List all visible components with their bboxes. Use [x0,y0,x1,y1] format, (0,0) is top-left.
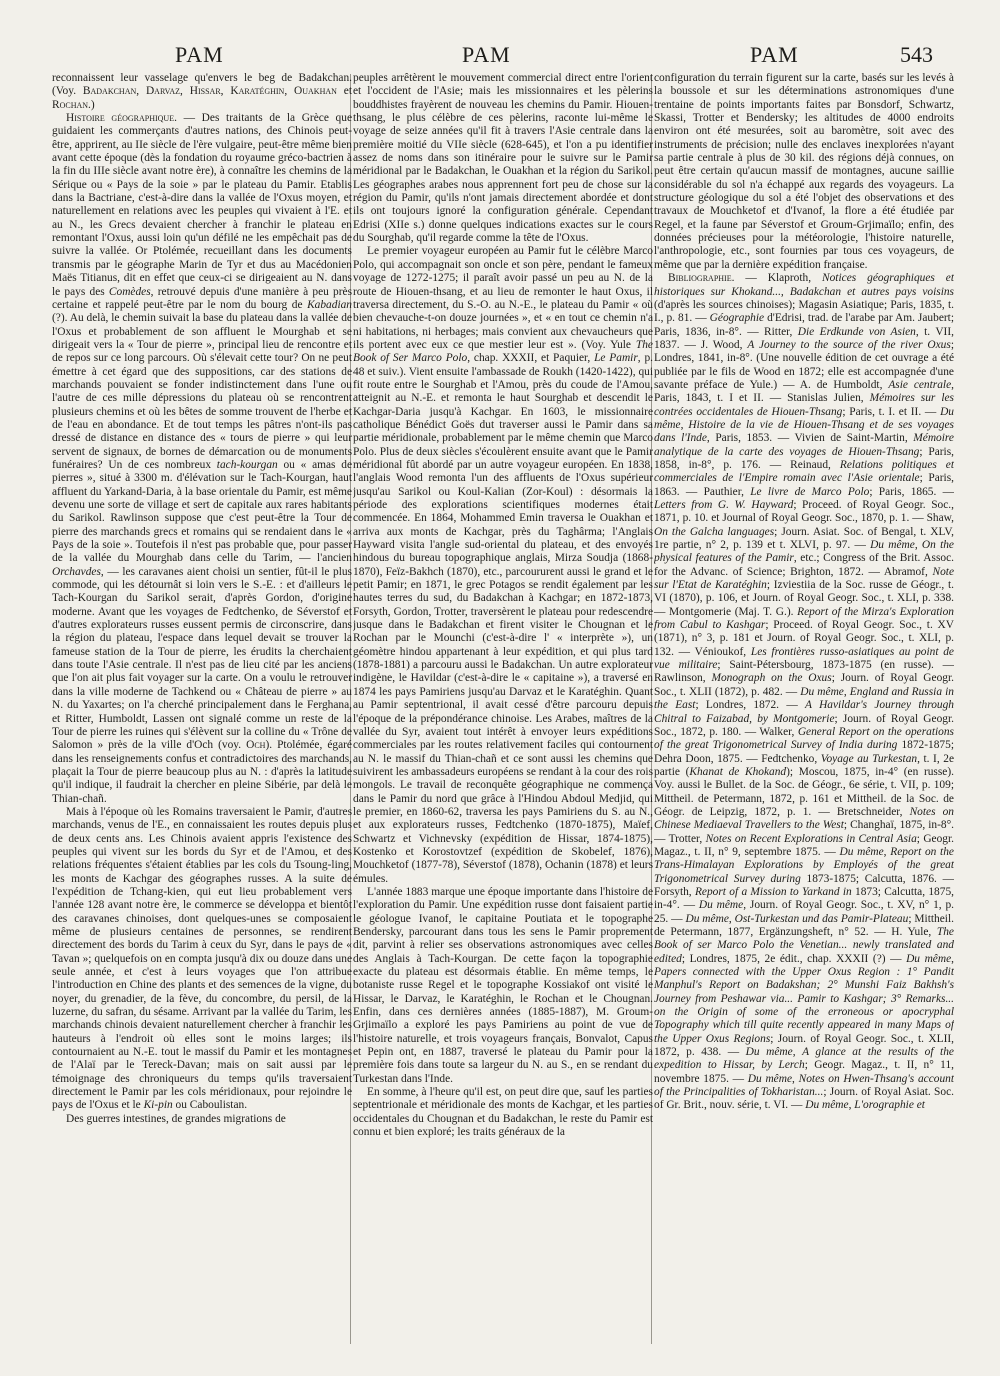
small-caps-run: Rochan [52,98,89,111]
italic-run: Ki-pin [143,1099,173,1112]
italic-run: tach-kourgan [216,458,278,471]
text-run: Des guerres intestines, de grandes migrations de [66,1112,286,1125]
italic-run: Du même [685,912,729,925]
text-column-1 [52,72,352,1352]
text-run: 1873; Calcutta, 1875, in-4°. — [654,885,954,912]
italic-run: Le Pamir [594,352,638,365]
text-run: ; Journ. of Royal Asiat. Soc. of Gr. Brit., nouv. série, t. VI. — [654,1086,954,1112]
italic-run: Notes on Hwen-Thsang's account of the Principalities of Tokharistan... [654,1072,954,1099]
text-run: , Paris, 1843, t. I et II. — Stanislas Julien, [654,378,954,405]
italic-run: Note sur l'Etat de Karatéghin [654,565,954,592]
page-number: 543 [900,42,933,67]
italic-run: England and Russia in the East [654,685,954,712]
italic-run: On the Galcha languages [654,525,775,538]
italic-run: Papers connected with the Upper Oxus Region : 1° Pandit Manphul's Report on Badakshan; 2° Munshi Faiz Bakhsh's Journey from Peshawar via... Pamir to Kashgar; 3° Remarks... on the Origin of some of the erroneous or apocryphal Topography which till quite recently appeared in many Maps of the Upper Oxus Regions [654,966,954,1045]
text-run: ; Londres, 1875, 2e édit., chap. XXXII (?) — [681,952,907,965]
italic-run: A Journey to the source of the river Oxus [747,338,951,351]
text-run: et [336,85,352,98]
italic-run: The Book of ser Marco Polo the Venetian... newly translated and edited [654,926,954,965]
italic-run: Notices géographiques et historiques sur Khokand..., Badakchan et autres pays voisins [654,272,954,298]
text-run: ; Proceed. of Royal Geogr. Soc., 1871, p. 10. et Journal of Royal Geogr. Soc., 1870, p. 1. — Shaw, [654,499,954,525]
italic-run: Du même [805,1099,849,1112]
italic-run: Khanat de Khokand [689,765,787,778]
text-run: ; Paris, 1863. — Pauthier, [654,472,954,498]
text-run: , — les caravanes aient choisi un sentier, fût-il le plus commode, qui les détournât si loin vers le S.-E. : et d'ailleurs le Tach-Kourgan du Sarikol serait, d'après Gordon, d'origine moderne. Avant que les voyages de Fedtchenko, de Séverstof et d'autres explorateurs russes eussent permis de circonscrire, dans la région du plateau, l'espace dans lequel devait se trouver la fameuse station de la Tour de pierre, les érudits la cherchaient dans toute l'Asie centrale. Il n'est pas de lieu cité par les anciens que l'on ait plus fait voyager sur la carte. On a voulu le retrouver dans la ville moderne de Tachkend ou « Château de pierre » au N. du Yaxartes; on l'a cherché principalement dans le Ferghana, et Ritter, Humboldt, Lassen ont signalé comme un reste de la Tour de pierre les ruines qui s'élèvent sur la colline du « Trône de Salomon » près de la ville d'Och (voy. [52,565,352,752]
italic-run: A glance at the results of the expedition to Hissar, by Lerch [654,1046,954,1072]
italic-run: Die Erdkunde von Asien [797,325,916,338]
text-run: (?). Au delà, le chemin suivait la base du plateau dans la vallée de l'Oxus et probablement de son affluent le Mourghab et se dirigeait vers la « Tour de pierre », principal lieu de rencontre et de repos sur ce long parcours. Où s'élevait cette tour? On ne peut émettre à cet égard que des suppositions, car des stations de marchands pouvaient se fonder indistinctement dans l'une ou l'autre de ces mille dépressions du plateau où se rencontrent plusieurs chemins et où les bêtes de somme trouvent de l'herbe et de l'eau en abondance. Et de tout temps les pâtres n'ont-ils pas dressé de distance en distance des « tours de pierre » qui leur servent de signaux, de bornes de démarcation ou de monuments funéraires? Un de ces nombreux [52,312,352,471]
text-run: d'Edrisi, trad. de l'arabe par Am. Jaubert; Paris, 1836, in-8°. — Ritter, [654,312,954,338]
text-run: ; Paris, t. I. et II. — [842,405,941,418]
text-run: , [914,539,922,552]
text-run: ; Londres, 1872. — [695,699,806,712]
italic-run: Les frontières russo-asiatiques au point de vue militaire [654,645,954,672]
italic-run: Du même [800,685,844,698]
paragraph [353,886,653,1086]
italic-run: Ost-Turkestan und das Pamir-Plateau [734,912,909,925]
italic-run: Notes on Chinese Mediaeval Travellers to the West [654,805,954,832]
text-run: ou « amas de pierres », situé à 3300 m. d'élévation sur le Tach-Kourgan, haut affluent du Yarkand-Daria, à la base orientale du Pamir, est même devenu une sorte de village et sert de capitale aux rares habitants du Sarikol. Rawlinson suppose que c'est peut-être la Tour de pierre des marchands grecs et romains qui se rendaient dans le « Pays de la soie ». Toutefois il n'est pas probable que, pour passer de la vallée du Mourghab dans celle du Tarim, — l'ancien [52,458,352,565]
paragraph [353,1086,653,1139]
text-run: 1873-1875; Calcutta, 1876. — Forsyth, [654,872,954,898]
italic-run: Histoire de la vie de Hiouen-Thsang et de ses voyages dans l'Inde [654,418,954,445]
italic-run: Report on the Trans-Himalayan Explorations by Employés of the great Trigonometrical Survey during [654,845,954,885]
text-run: , t. VII, 1837. — J. Wood, [654,325,954,351]
italic-run: General Report on the operations of the great Trigonometrical Survey of India during [654,725,954,752]
paragraph [654,72,954,272]
small-caps-run: Histoire géographique. [66,112,177,125]
text-run: , [728,912,735,925]
italic-run: Orchavdes [52,565,101,578]
text-run: , [848,1099,855,1112]
text-run: ; Journ. of Royal Geogr. Soc., 1872, p. 180. — Walker, [654,712,954,738]
text-run: ; Changhaï, 1875, in-8°. — Trotter, [654,819,954,845]
text-run: , [792,1046,803,1059]
text-run: , [843,685,850,698]
italic-run: Du même [745,1046,793,1059]
text-run: , t. I, 2e partie ( [654,752,954,778]
small-caps-run: Bibliographie. [668,272,735,285]
text-run: reconnaissent leur vasselage qu'envers le beg de Badakchan. (Voy. [52,72,352,98]
text-run: (d'après les sources chinoises); Magasin Asiatique; Paris, 1835, t. I., p. 81. — [654,298,954,325]
small-caps-run: Badakchan, Darvaz, Hissar, Karatéghin, Ouakhan [82,85,337,98]
italic-run: Mémoires sur les contrées occidentales de Hiouen-Thsang [654,392,954,418]
small-caps-run: Och [246,739,266,752]
text-run: ; Mittheil. de Petermann, 1877, Ergänzungsheft, n° 52. — H. Yule, [654,912,954,938]
running-head-right: PAM [750,42,799,67]
italic-run: Le livre de Marco Polo [750,485,870,498]
paragraph [654,272,954,1113]
italic-run: Relations politiques et commerciales de l'Empire romain avec l'Asie orientale [654,458,954,485]
italic-run: The Book of Ser Marco Polo [353,338,653,365]
text-run: .) [88,98,95,111]
text-run: , retrouvé depuis d'une manière à peu près certaine et rappelé peut-être par le nom du bourg de [52,285,352,311]
text-run: Le premier voyageur européen au Pamir fut le célèbre Marco Polo, qui accompagnait son oncle et son père, pendant le fameux voyage de 1272-1275; il paraît avoir passé un peu au N. de la route de Hiouen-thsang, et au lieu de remonter le haut Oxus, il traversa directement, du S.-O. au N.-E., le plateau du Pamir « où bien chevauche-t-on douze journées », et « en tout ce chemin n'a ni habitations, ni herbages; mais convient aux chevaucheurs que ils portent avec eux ce que mestier leur est ». (Voy. Yule [353,245,653,351]
text-run: ou Caboulistan. [172,1099,248,1112]
text-run: peuples arrêtèrent le mouvement commercial direct entre l'orient et l'occident de l'Asie; mais les missionnaires et les pèlerins bouddhistes frayèrent de nouveau les chemins du Pamir. Hiouen-thsang, le plus célèbre de ces pèlerins, raconte lui-même le voyage de seize années qu'il fit à travers l'Asie centrale dans la première moitié du VIIe siècle (628-645), et l'on a pu identifier assez de noms dans son itinéraire pour le suivre sur le Pamir méridional par le Badakchan, le Ouakhan et la région du Sarikol. Les géographes arabes nous apprennent fort peu de chose sur la région du Pamir, qu'ils n'ont jamais directement abordée et dont ils ont toujours ignoré la configuration générale. Cependant Edrisi (XIIe s.) donne quelques indications exactes sur le cours du Sourghab, qu'il regarde comme la tête de l'Oxus. [353,72,653,245]
text-run: ; Geogr. Magaz., t. II, n° 11, novembre 1875. — [654,1059,954,1085]
italic-run: A Havildar's Journey through Chitral to Faizabad, by Montgomerie [654,699,954,725]
text-run: 1872-1875; Dehra Doon, 1875. — Fedtchenko, [654,739,954,765]
text-run: ; Journ. of Royal Geogr. Soc., t. XLII (1872), p. 482. — [654,672,954,698]
italic-run: Du même [747,1072,793,1085]
italic-run: Du même [839,845,884,858]
italic-run: Kabadian [307,298,352,311]
text-run: ; Journ. Asiat. Soc. of Bengal, t. XLV, 1re partie, n° 2, p. 139 et t. XLVI, p. 97. — [654,525,954,552]
italic-run: Du même [906,952,952,965]
paragraph [52,112,352,806]
text-run: En somme, à l'heure qu'il est, on peut dire que, sauf les parties septentrionale et méridionale des monts de Kachgar, et les parties occidentales du Chougnan et du Badakchan, le reste du Pamir est connu et bien exploré; les traits généraux de la [353,1086,653,1139]
text-run: , etc.; Congress of the Brit. Assoc. for the Advanc. of Science; Brighton, 1872. — Abramof, [654,552,954,578]
text-run: , [951,952,954,965]
italic-run: Notes on Recent Explorations in Central Asia [705,832,917,845]
italic-run: Monograph on the Oxus [711,672,832,685]
text-run: , p. 48 et suiv.). Vient ensuite l'ambassade de Roukh (1420-1422), qui fit route entre le Sourghab et l'Amou, près du coude de l'Amou, atteignit au N.-E. et remonta le haut Sourghab et descendit le Kachgar-Daria jusqu'à Kachgar. En 1603, le missionnaire catholique Bénédict Goës dut traverser aussi le Pamir dans sa partie méridionale, probablement par le même chemin que Marco Polo. Plus de deux siècles s'écoulèrent ensuite avant que le Pamir méridional fût abordé par un autre voyageur européen. En 1838, l'anglais Wood remonta l'un des affluents de l'Oxus supérieur jusqu'au Sarikol ou Koul-Kalian (Zor-Koul) : désormais la période des explorations scientifiques modernes était commencée. En 1864, Mohammed Emin traversa le Ouakhan et arriva aux monts de Kachgar, près du Taghârma; l'Anglais Hayward visita l'angle sud-oriental du plateau, et des envoyés hindous du bureau topographique anglais, Mirza Soudja (1868-1870), Feïz-Bakhch (1870), etc., parcoururent aussi le grand et le petit Pamir; en 1871, le grec Potagos se rendit également par les hautes terres du sud, du Badakchan à Kachgar; en 1872-1873, Forsyth, Gordon, Trotter, traversèrent le plateau pour redescendre jusque dans le Badakchan et firent visiter le Chougnan et le Rochan par le Mounchi (c'est-à-dire l' « interprète »), un géomètre hindou appartenant à leur expédition, et qui plus tard (1878-1881) a parcouru aussi le Badakchan. Un autre explorateur indigène, le Havildar (c'est-à-dire le « capitaine »), a traversé en 1874 les pays Pamiriens jusqu'au Darvaz et le Karatéghin. Quant au Pamir septentrional, il avait cessé d'être parcouru depuis l'époque de la prépondérance chinoise. Les Arabes, maîtres de la vallée du Syr, avaient tout intérêt à envoyer leurs expéditions commerciales par les routes relativement faciles qui contournent au N. le massif du Thian-chañ et ce sont aussi les chemins que suivirent les ambassadeurs européens se rendant à la cour des rois mongols. Le travail de reconquête géographique ne commença dans le Pamir du nord que grâce à l'Hindou Abdoul Medjid, qui le premier, en 1860-62, traversa les pays Pamiriens du S. au N., et aux explorateurs russes, Fedtchenko (1870-1875), Maïef, Schwartz et Vichnevsky (expédition de Hissar, 1874-1875), Kostenko et Korostovtzef (expédition de Skobelef, 1876), Mouchketof (1877-78), Séverstof (1878), Ochanin (1878) et leurs émules. [353,352,653,885]
italic-run: Asie centrale [888,378,952,391]
text-run: , [792,1072,799,1085]
text-column-3 [654,72,954,1352]
italic-run: Géographie [709,312,765,325]
italic-run: Du même [654,405,954,431]
italic-run: Report of the Mirza's Exploration from Cabul to Kashgar [654,605,954,632]
running-header [0,42,1000,72]
text-run: , [883,845,891,858]
text-run: , [680,418,689,431]
text-column-2 [353,72,653,1352]
text-run: ; Paris, 1858, in-8°, p. 176. — Reinaud, [654,445,954,471]
italic-run: Voyage au Turkestan [820,752,918,765]
text-run: L'année 1883 marque une époque importante dans l'histoire de l'exploration du Pamir. Une expédition russe dont faisaient partie le géologue Ivanof, le capitaine Poutiata et le topographe Bendersky, parcourant dans tous les sens le Pamir proprement dit, parvint à relier ses observations astronomiques avec celles des Anglais à Tach-Kourgan. De cette façon la topographie exacte du plateau est désormais établie. En même temps, le botaniste russe Regel et le topographe Kossiakof ont visité le Hissar, le Darvaz, le Karatéghin, le Rochan et le Chougnan. Enfin, dans ces dernières années (1885-1887), M. Groum-Grjimaïlo a exploré les pays Pamiriens au point de vue de l'histoire naturelle, et trois voyageurs français, Bonvalot, Capus et Pepin ont, en 1887, traversé le plateau du Pamir pour la première fois dans toute sa largeur du N. au S., en se rendant du Turkestan dans l'Inde. [353,885,653,1085]
running-head-left: PAM [175,42,224,67]
text-run: — Des traitants de la Grèce que guidaient les commerçants d'autres nations, des Chinois peut-être, apprirent, au IIe siècle de l'ère vulgaire, peut-être même bien avant cette époque (dès la fondation du royaume gréco-bactrien à la fin du IIIe siècle avant notre ère), à connaître les chemins de la Sérique ou « Pays de la soie » par le plateau du Pamir. Etablis dans la Bactriane, c'est-à-dire dans la vallée de l'Oxus moyen, et naturellement en relations avec les peuples qui vivaient à l'E. et au N., les Grecs devaient chercher à franchir le plateau en remontant l'Oxus, aussi loin qu'un défilé ne les empêchait pas de suivre la vallée. Or Ptolémée, recueillant dans les documents transmis par le géographe Marin de Tyr et dus au Macédonien Maës Titianus, dit en effet que ceux-ci se dirigeaient au N. dans le pays des [52,112,352,298]
text-run: ; Proceed. of Royal Geogr. Soc., t. XV (1871), n° 3, p. 181 et Journ. of Royal Geogr. Soc., t. XLI, p. 132. — Vénioukof, [654,619,954,658]
text-run: ; Journ. of Royal Geogr. Soc., t. XLII, 1872, p. 438. — [654,1032,954,1059]
paragraph [52,806,352,1113]
italic-run: Comèdes [108,285,151,298]
running-head-center: PAM [462,42,511,67]
paragraph [353,72,653,245]
text-run: ; Londres, 1841, in-8°. (Une nouvelle édition de cet ouvrage a été publiée par le fils de Wood en 1872; elle est accompagnée d'une savante préface de Yule.) — A. de Humboldt, [654,338,954,391]
text-run: , Journ. of Royal Geogr. Soc., t. XV, n° 1, p. 25. — [654,899,954,925]
text-run: , chap. XXXII, et Paquier, [467,352,595,365]
italic-run: L'orographie et [854,1099,925,1112]
text-run: ); Moscou, 1875, in-4° (en russe). Voy. aussi le Bullet. de la Soc. de Géogr., 6e série, t. VII, p. 109; Mittheil. de Petermann, 1872, p. 161 et Mittheil. de la Soc. de Géogr. de Leipzig, 1872, p. 1. — Bretschneider, [654,765,954,818]
text-run: ). Ptolémée, égaré dans les renseignements confus et contradictoires des marchands, plaçait la Tour de pierre beaucoup plus au N. : d'après la latitude qu'il indique, il faudrait la chercher en pleine Sibérie, par delà le Thian-chañ. [52,739,352,805]
text-run: ; Geogr. Magaz., t. II, n° 9, septembre 1875. — [654,832,954,858]
italic-run: Du même [698,899,744,912]
text-run: , Paris, 1853. — Vivien de Saint-Martin, [706,432,914,445]
text-run: ; Izviestiia de la Soc. russe de Géogr., t. VI (1870), p. 106, et Journ. of Royal Geogr. Soc., t. XLI, p. 338. — Montgomerie (Maj. T. G.). [654,579,954,618]
italic-run: On the physical features of the Pamir [654,539,954,565]
italic-run: Report of a Mission to Yarkand in [694,885,852,898]
text-run: ; Saint-Pétersbourg, 1873-1875 (en russe). — Rawlinson, [654,659,954,685]
paragraph [52,1113,352,1126]
text-run: — Klaproth, [734,272,823,285]
paragraph [52,72,352,112]
text-run: ; Paris, 1865. — [869,485,954,498]
italic-run: Du même [870,539,915,552]
text-run: Mais à l'époque où les Romains traversaient le Pamir, d'autres marchands, venus de l'E., en connaissaient les routes depuis plus de deux cents ans. Les Chinois avaient appris l'existence des peuples qui vivent sur les bords du Syr et de l'Amou, et des relations fréquentes s'étaient établies par les cols du Tsoung-ling, les monts de Kachgar des géographes russes. A la suite de l'expédition de Tchang-kien, qui eut lieu probablement vers l'année 128 avant notre ère, le commerce se développa et bientôt des caravanes chinoises, dont quelques-unes se composaient même de plusieurs centaines de personnes, se rendirent directement des bords du Tarim à ceux du Syr, dans le pays de « Tavan »; quelquefois on en compta jusqu'à dix ou douze dans une seule année, et c'est à leurs voyages que l'on attribue l'introduction en Chine des plants et des semences de la vigne, du noyer, du grenadier, de la fève, du concombre, du persil, de la luzerne, du safran, du sésame. Arrivant par la vallée du Tarim, les marchands chinois devaient naturellement chercher à franchir les hauteurs à l'endroit où elles sont le moins larges; ils contournaient au N.-E. tout le massif du Pamir et les montagnes de l'Alaï par le Tereck-Davan; mais on sait aussi par le témoignage des chroniqueurs du temps qu'ils traversaient directement le Pamir par les cols méridionaux, pour rejoindre le pays de l'Oxus et le [52,805,352,1112]
text-run: configuration du terrain figurent sur la carte, basés sur les levés à la boussole et sur les déterminations astronomiques d'une trentaine de points importants faites par Bonsdorf, Schwartz, Skassi, Trotter et Bendersky; les altitudes de 4000 endroits environ ont été mesurées, soit au baromètre, soit avec des instruments de précision; nulle des enclaves inexplorées n'ayant sa partie centrale à plus de 30 kil. des régions déjà connues, on peut être certain qu'aucun massif de montagnes, aucune saillie considérable du sol n'a échappé aux regards des voyageurs. La structure géologique du sol a été l'objet des observations et des travaux de Mouchketof et d'Ivanof, la flore a été étudiée par Regel, et la faune par Séverstof et Groum-Grjimaïlo; enfin, des données précieuses pour la météorologie, l'histoire naturelle, l'anthropologie, etc., sont fournies par tous ces voyageurs, de même que par la dernière expédition française. [654,72,954,271]
paragraph [353,245,653,886]
italic-run: Mémoire analytique de la carte des voyages de Hiouen-Thsang [654,432,954,458]
italic-run: Letters from G. W. Hayward [654,499,794,511]
